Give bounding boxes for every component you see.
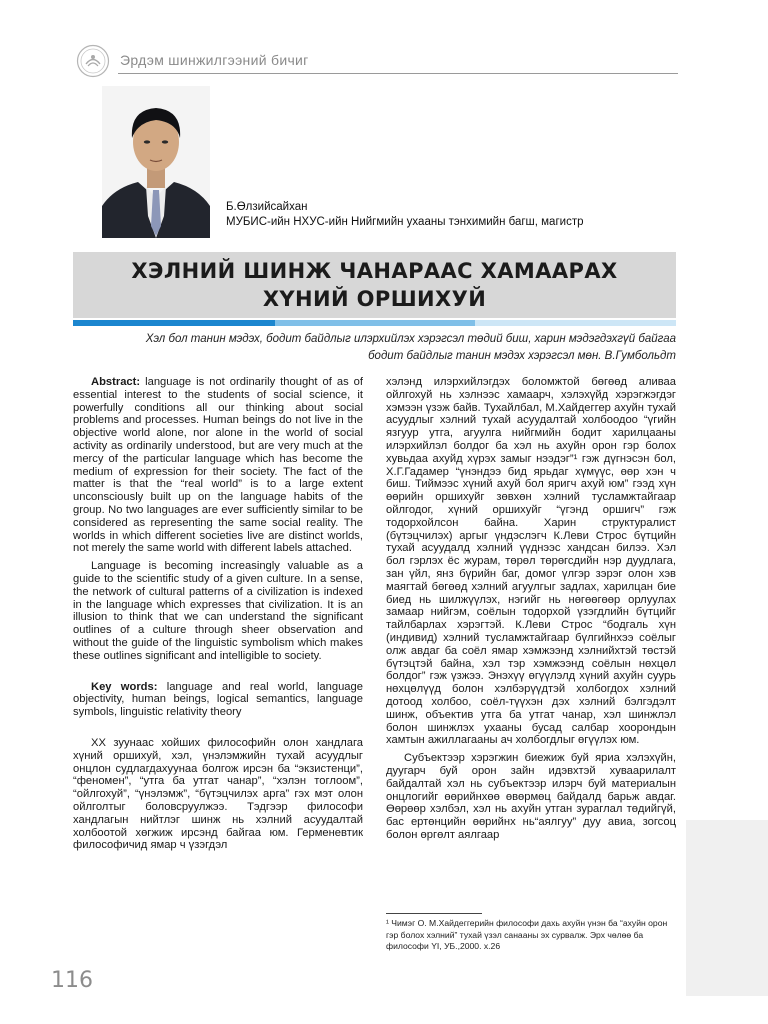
article-title: ХЭЛНИЙ ШИНЖ ЧАНАРААС ХАМААРАХ ХҮНИЙ ОРШИХУЙ: [131, 259, 618, 311]
abstract-label: Abstract:: [91, 376, 141, 388]
author-block: [226, 200, 583, 230]
journal-logo-icon: [76, 44, 110, 78]
author-photo: [102, 86, 210, 238]
footnote: ¹ Чимэг О. М.Хайдеггерийн философи дахь ахуйн үнэн ба “ахуйн орон гэр болох хэлний” тухай үзэл санааны эх сурвалж. Эрх чөлөө ба философи YI, УБ.,2000. х.26: [386, 918, 668, 951]
body-paragraph-continued: хэлэнд илэрхийлэгдэх боломжтой бөгөөд аливаа ойлгохуй нь хэлнээс хамаарч, хэлэхүйд хэрэгжэгдэг хэмээн үзэж байв. Тухайлбал, М.Хайдеггер ахуйн тухай асуудлыг хэлний тухай асуудалтай холбоодоо “үгийн язгуур утга, агуулга нийгмийн бодит харилцааны илэрхийлэл болдог ба хэл нь ахуйн орон гэр болох хувьдаа ахуйд хүрэх замыг нээдэг”¹ гэж дүгнэсэн бол, Х.Г.Гадамер “үнэндээ бид ярьдаг хүмүүс, өөр хэн ч биш. Тиймээс хүний ахуй бол яригч ахуй юм” гээд хүн өөрийн оршихуйг зөвхөн хэлний тусламжтайгаар ойлгодог, хүний оршихуйг “үгэнд оршигч” гэж тодорхойлсон байна. Харин структуралист (бүтэцчилэх) аргыг үндэслэгч К.Леви Строс бүтцийн тухай асуудалд хэлний үүднээс хандсан билээ. Хэл бол гэрлэх ёс журам, төрөл төрөгсдийн нэр дуудлага, зан үйл, янз бүрийн баг, домог үлгэр зэрэг олон хэв маягтай бөгөөд хэлний агуулгыг задлах, харилцан бие биед нь шилжүүлэх, нэгийг нь нөгөөгөөр орлуулах замаар нийгэм, соёлын тодорхой үзэгдлийн бүтцийг тайлбарлах хэрэгтэй. К.Леви Строс “бодгаль хүн (индивид) хэлний тусламжтайгаар бүлгийнхээ соёлыг олж авдаг ба соёл ямар хэмжээнд хэлнийхтэй төстэй бүтэцтэй байна, хэл тэр хэмжээнд соёлын нөхцөл болдог” гэж үзжээ. Энэхүү өгүүлэлд хүний ахуйн суурь нөхцөлүүд болон хэлбэрүүдтэй холбогдох хэлний дотоод холбоо, соёл-түүхэн дэх хэлний бэлгэдэлт шинж, объектив утга ба утгат чанар, хэл шинжлэл болон шинжлэх ухааны бусад салбар хоорондын хамтын ажиллагааны ач холбогдлыг өгүүлэх юм.: [386, 376, 676, 747]
page-number: 116: [51, 968, 93, 993]
article-title-box: [73, 252, 676, 318]
accent-band-mid: [275, 320, 475, 326]
author-affiliation: МУБИС-ийн НХУС-ийн Нийгмийн ухааны тэнхимийн багш, магистр: [226, 216, 584, 228]
epigraph-line-2: бодит байдлыг танин мэдэх хэрэгсэл мөн. В.Гумбольдт: [368, 350, 676, 362]
journal-title: Эрдэм шинжилгээний бичиг: [120, 52, 309, 68]
keywords-label: Key words:: [91, 680, 158, 693]
epigraph-line-1: Хэл бол танин мэдэх, бодит байдлыг илэрхийлэх хэрэгсэл төдий биш, харин мэдэгдэхгүй байгаа: [145, 333, 676, 345]
body-paragraph-2: Субъектээр хэрэгжин биежиж буй яриа хэлэхүйн, дуугарч буй орон зайн идэвхтэй хуваарилалт байдалтай хэл нь субъектээр илэрч буй материалын онцлогийг өөрийнхөө өвөрмөц байдалд барьж авдаг. Өөрөөр хэлбэл, хэл нь ахуйн утган зураглал төдийгүй, бас ертөнцийн өөрийнх нь“аялгуу” дуу авиа, зогсоц болон өргөлт аялгаар: [386, 752, 676, 841]
corner-decoration: [686, 820, 768, 996]
right-column: [386, 376, 676, 842]
abstract-paragraph-2: Language is becoming increasingly valuable as a guide to the scientific study of a given culture. In a sense, the network of cultural patterns of a civilization is indexed in the language which expresses that civilization. It is an illusion to think that we can understand the significant outlines of a culture through sheer observation and without the guide of the linguistic symbolism which makes these outlines significant and intelligible to society.: [73, 560, 363, 662]
left-column: [73, 376, 363, 852]
abstract-paragraph: [73, 376, 363, 555]
accent-band-dark: [73, 320, 275, 326]
footnote-divider: [386, 913, 482, 914]
accent-band-light: [475, 320, 676, 326]
author-name: Б.Өлзийсайхан: [226, 201, 308, 213]
abstract-text: language is not ordinarily thought of as of essential interest to the students of social science, it powerfully conditions all our thinking about social problems and processes. Human beings do not live in the objective world alone, nor alone in the world of social activity as ordinarily understood, but are very much at the mercy of the particular language which has become the medium of expression for their society. The fact of the matter is that the “real world” is to a large extent unconsciously built up on the language habits of the group. No two languages are ever sufficiently similar to be considered as representing the same social reality. The worlds in which different societies live are distinct worlds, not merely the same world with different labels attached.: [73, 376, 363, 555]
keywords-paragraph: [73, 681, 363, 719]
keywords-text: language and real world, language objectivity, human beings, logical semantics, language symbols, linguistic relativity theory: [73, 680, 363, 719]
header-divider: [118, 73, 678, 74]
epigraph: [80, 331, 676, 365]
body-paragraph-intro: XX зуунаас хойших философийн олон хандлага хүний оршихуй, хэл, үнэлэмжийн тухай асуудлыг онцлон судлагдахуунаа болгож ирсэн ба “экзистенци”, “феномен”, “утга ба утгат чанар”, “хэлэн тоглоом”, “ойлгохуй”, “үнэлэмж”, “бүтэцчилэх арга” гэх мэт олон ойлголтыг боловсруулжээ. Тэдгээр философи хандлагын нийтлэг шинж нь хэлний асуудалтай холбоотой хөгжиж ирсэнд байгаа юм. Герменевтик философичид ямар ч үзэгдэл: [73, 736, 363, 852]
